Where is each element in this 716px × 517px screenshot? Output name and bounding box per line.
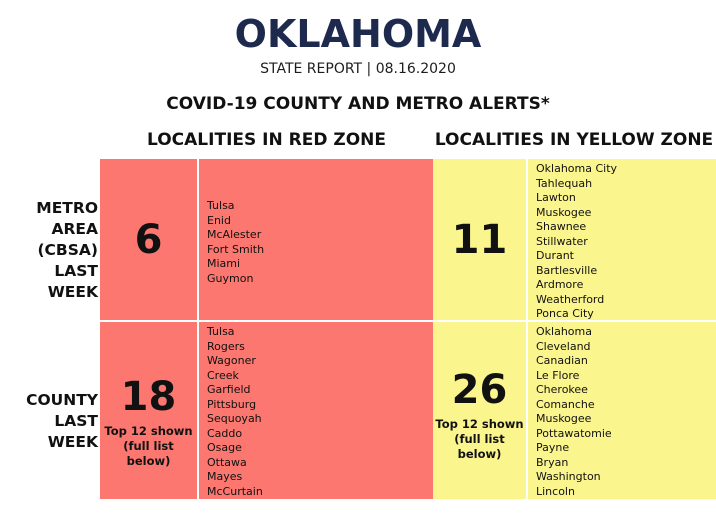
county-yellow-note xyxy=(433,417,526,462)
list-item: McAlester xyxy=(207,228,262,241)
county-yellow-count: 26 xyxy=(451,367,508,413)
list-item: McCurtain xyxy=(207,484,263,498)
alerts-heading: COVID-19 COUNTY AND METRO ALERTS* xyxy=(166,94,550,114)
yellow-zone-column-header: LOCALITIES IN YELLOW ZONE xyxy=(434,130,714,150)
note-line: (full list xyxy=(123,439,174,453)
red-zone-column-header: LOCALITIES IN RED ZONE xyxy=(147,130,386,150)
county-red-list xyxy=(207,325,433,499)
list-item: Shawnee xyxy=(536,220,587,233)
list-item: Canadian xyxy=(536,354,588,367)
list-item: Ponca City xyxy=(536,307,594,320)
metro-red-count: 6 xyxy=(134,217,163,263)
list-item: Creek xyxy=(207,368,239,382)
county-red-list-cell xyxy=(199,322,433,499)
county-red-count-cell xyxy=(100,322,197,499)
list-item: Tulsa xyxy=(207,199,235,212)
list-item: Enid xyxy=(207,213,231,227)
list-item: Durant xyxy=(536,249,574,262)
list-item: Muskogee xyxy=(536,205,592,219)
list-item: Sequoyah xyxy=(207,412,262,425)
county-label-line: COUNTY xyxy=(26,391,98,409)
list-item: Pittsburg xyxy=(207,397,257,411)
metro-label-line: (CBSA) xyxy=(37,241,98,259)
list-item: Bryan xyxy=(536,455,569,469)
list-item: Guymon xyxy=(207,271,254,285)
list-item: Miami xyxy=(207,257,241,270)
list-item: Muskogee xyxy=(536,412,592,425)
list-item: Wagoner xyxy=(207,354,256,367)
note-line: (full list xyxy=(454,432,505,446)
county-row-label xyxy=(0,390,98,453)
county-red-count: 18 xyxy=(120,374,177,420)
metro-red-list xyxy=(207,199,433,286)
county-red-note xyxy=(100,424,197,469)
list-item: Tahlequah xyxy=(536,176,593,190)
list-item: Pottawatomie xyxy=(536,426,612,440)
metro-red-count-cell xyxy=(100,159,197,320)
list-item: Washington xyxy=(536,470,601,483)
list-item: Ottawa xyxy=(207,455,247,469)
note-line: below) xyxy=(457,447,502,461)
list-item: Garfield xyxy=(207,383,251,396)
note-line: Top 12 shown xyxy=(104,424,193,438)
list-item: Cherokee xyxy=(536,383,588,396)
metro-yellow-count: 11 xyxy=(451,217,508,263)
report-subtitle: STATE REPORT | 08.16.2020 xyxy=(260,61,456,77)
county-yellow-count-cell xyxy=(433,322,526,499)
list-item: Caddo xyxy=(207,426,243,440)
metro-label-line: AREA xyxy=(51,220,98,238)
note-line: Top 12 shown xyxy=(435,417,524,431)
page-title: OKLAHOMA xyxy=(234,12,482,56)
list-item: Comanche xyxy=(536,397,595,411)
metro-yellow-list xyxy=(536,162,716,322)
county-yellow-list-cell xyxy=(528,322,716,499)
metro-label-line: METRO xyxy=(36,199,98,217)
list-item: Cleveland xyxy=(536,339,591,353)
list-item: Weatherford xyxy=(536,292,605,306)
list-item: Oklahoma xyxy=(536,325,592,338)
list-item: Bartlesville xyxy=(536,263,598,277)
list-item: Fort Smith xyxy=(207,242,265,256)
list-item: Ardmore xyxy=(536,278,584,291)
metro-yellow-list-cell xyxy=(528,159,716,320)
county-label-line: LAST WEEK xyxy=(47,412,98,451)
list-item: Le Flore xyxy=(536,368,580,382)
metro-yellow-count-cell xyxy=(433,159,526,320)
list-item: Rogers xyxy=(207,339,245,353)
metro-red-list-cell xyxy=(199,159,433,320)
list-item: Tulsa xyxy=(207,325,235,338)
list-item: Lincoln xyxy=(536,484,575,498)
metro-label-line: LAST WEEK xyxy=(47,262,98,301)
county-yellow-list xyxy=(536,325,716,499)
metro-row-label xyxy=(0,198,98,303)
list-item: Mayes xyxy=(207,470,243,483)
note-line: below) xyxy=(126,454,171,468)
list-item: Lawton xyxy=(536,191,576,204)
list-item: Osage xyxy=(207,441,242,454)
list-item: Oklahoma City xyxy=(536,162,618,175)
list-item: Payne xyxy=(536,441,570,454)
list-item: Stillwater xyxy=(536,234,588,248)
